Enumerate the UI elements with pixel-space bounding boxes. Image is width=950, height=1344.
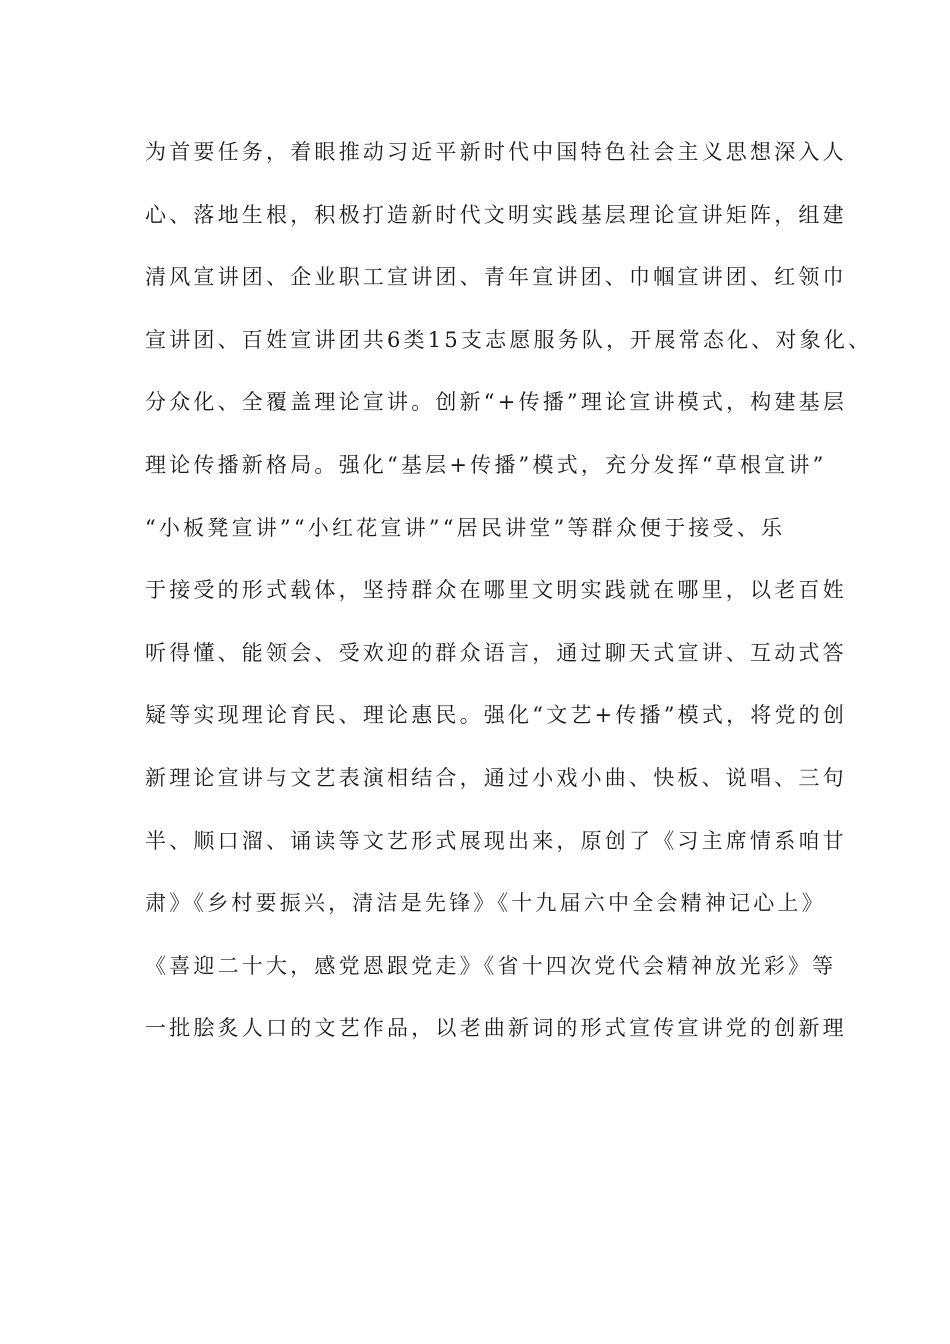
text-line: 一批脍炙人口的文艺作品，以老曲新词的形式宣传宣讲党的创新理 (145, 1016, 847, 1041)
text-line: 《喜迎二十大，感党恩跟党走》《省十四次党代会精神放光彩》等 (145, 953, 837, 978)
text-line: 于接受的形式载体，坚持群众在哪里文明实践就在哪里，以老百姓 (145, 578, 847, 603)
text-line: 疑等实现理论育民、理论惠民。强化“文艺+传播”模式，将党的创 (145, 703, 848, 728)
body-text (145, 137, 873, 1076)
text-line: 分众化、全覆盖理论宣讲。创新“+传播”理论宣讲模式，构建基层 (145, 390, 848, 415)
text-line: 为首要任务，着眼推动习近平新时代中国特色社会主义思想深入人 (145, 140, 847, 164)
text-line: 肃》《乡村要振兴，清洁是先锋》《十九届六中全会精神记心上》 (145, 891, 826, 916)
text-line: 理论传播新格局。强化“基层+传播”模式，充分发挥“草根宣讲” (145, 452, 827, 477)
text-line: 听得懂、能领会、受欢迎的群众语言，通过聊天式宣讲、互动式答 (145, 640, 847, 665)
text-line: 心、落地生根，积极打造新时代文明实践基层理论宣讲矩阵，组建 (145, 202, 847, 227)
text-line: 新理论宣讲与文艺表演相结合，通过小戏小曲、快板、说唱、三句 (145, 765, 847, 790)
text-line: 半、顺口溜、诵读等文艺形式展现出来，原创了《习主席情系咱甘 (145, 828, 847, 853)
text-line: 宣讲团、百姓宣讲团共6类15支志愿服务队，开展常态化、对象化、 (145, 327, 873, 352)
text-line: 清风宣讲团、企业职工宣讲团、青年宣讲团、巾帼宣讲团、红领巾 (145, 265, 847, 290)
text-line: “小板凳宣讲”“小红花宣讲”“居民讲堂”等群众便于接受、乐 (145, 515, 786, 540)
